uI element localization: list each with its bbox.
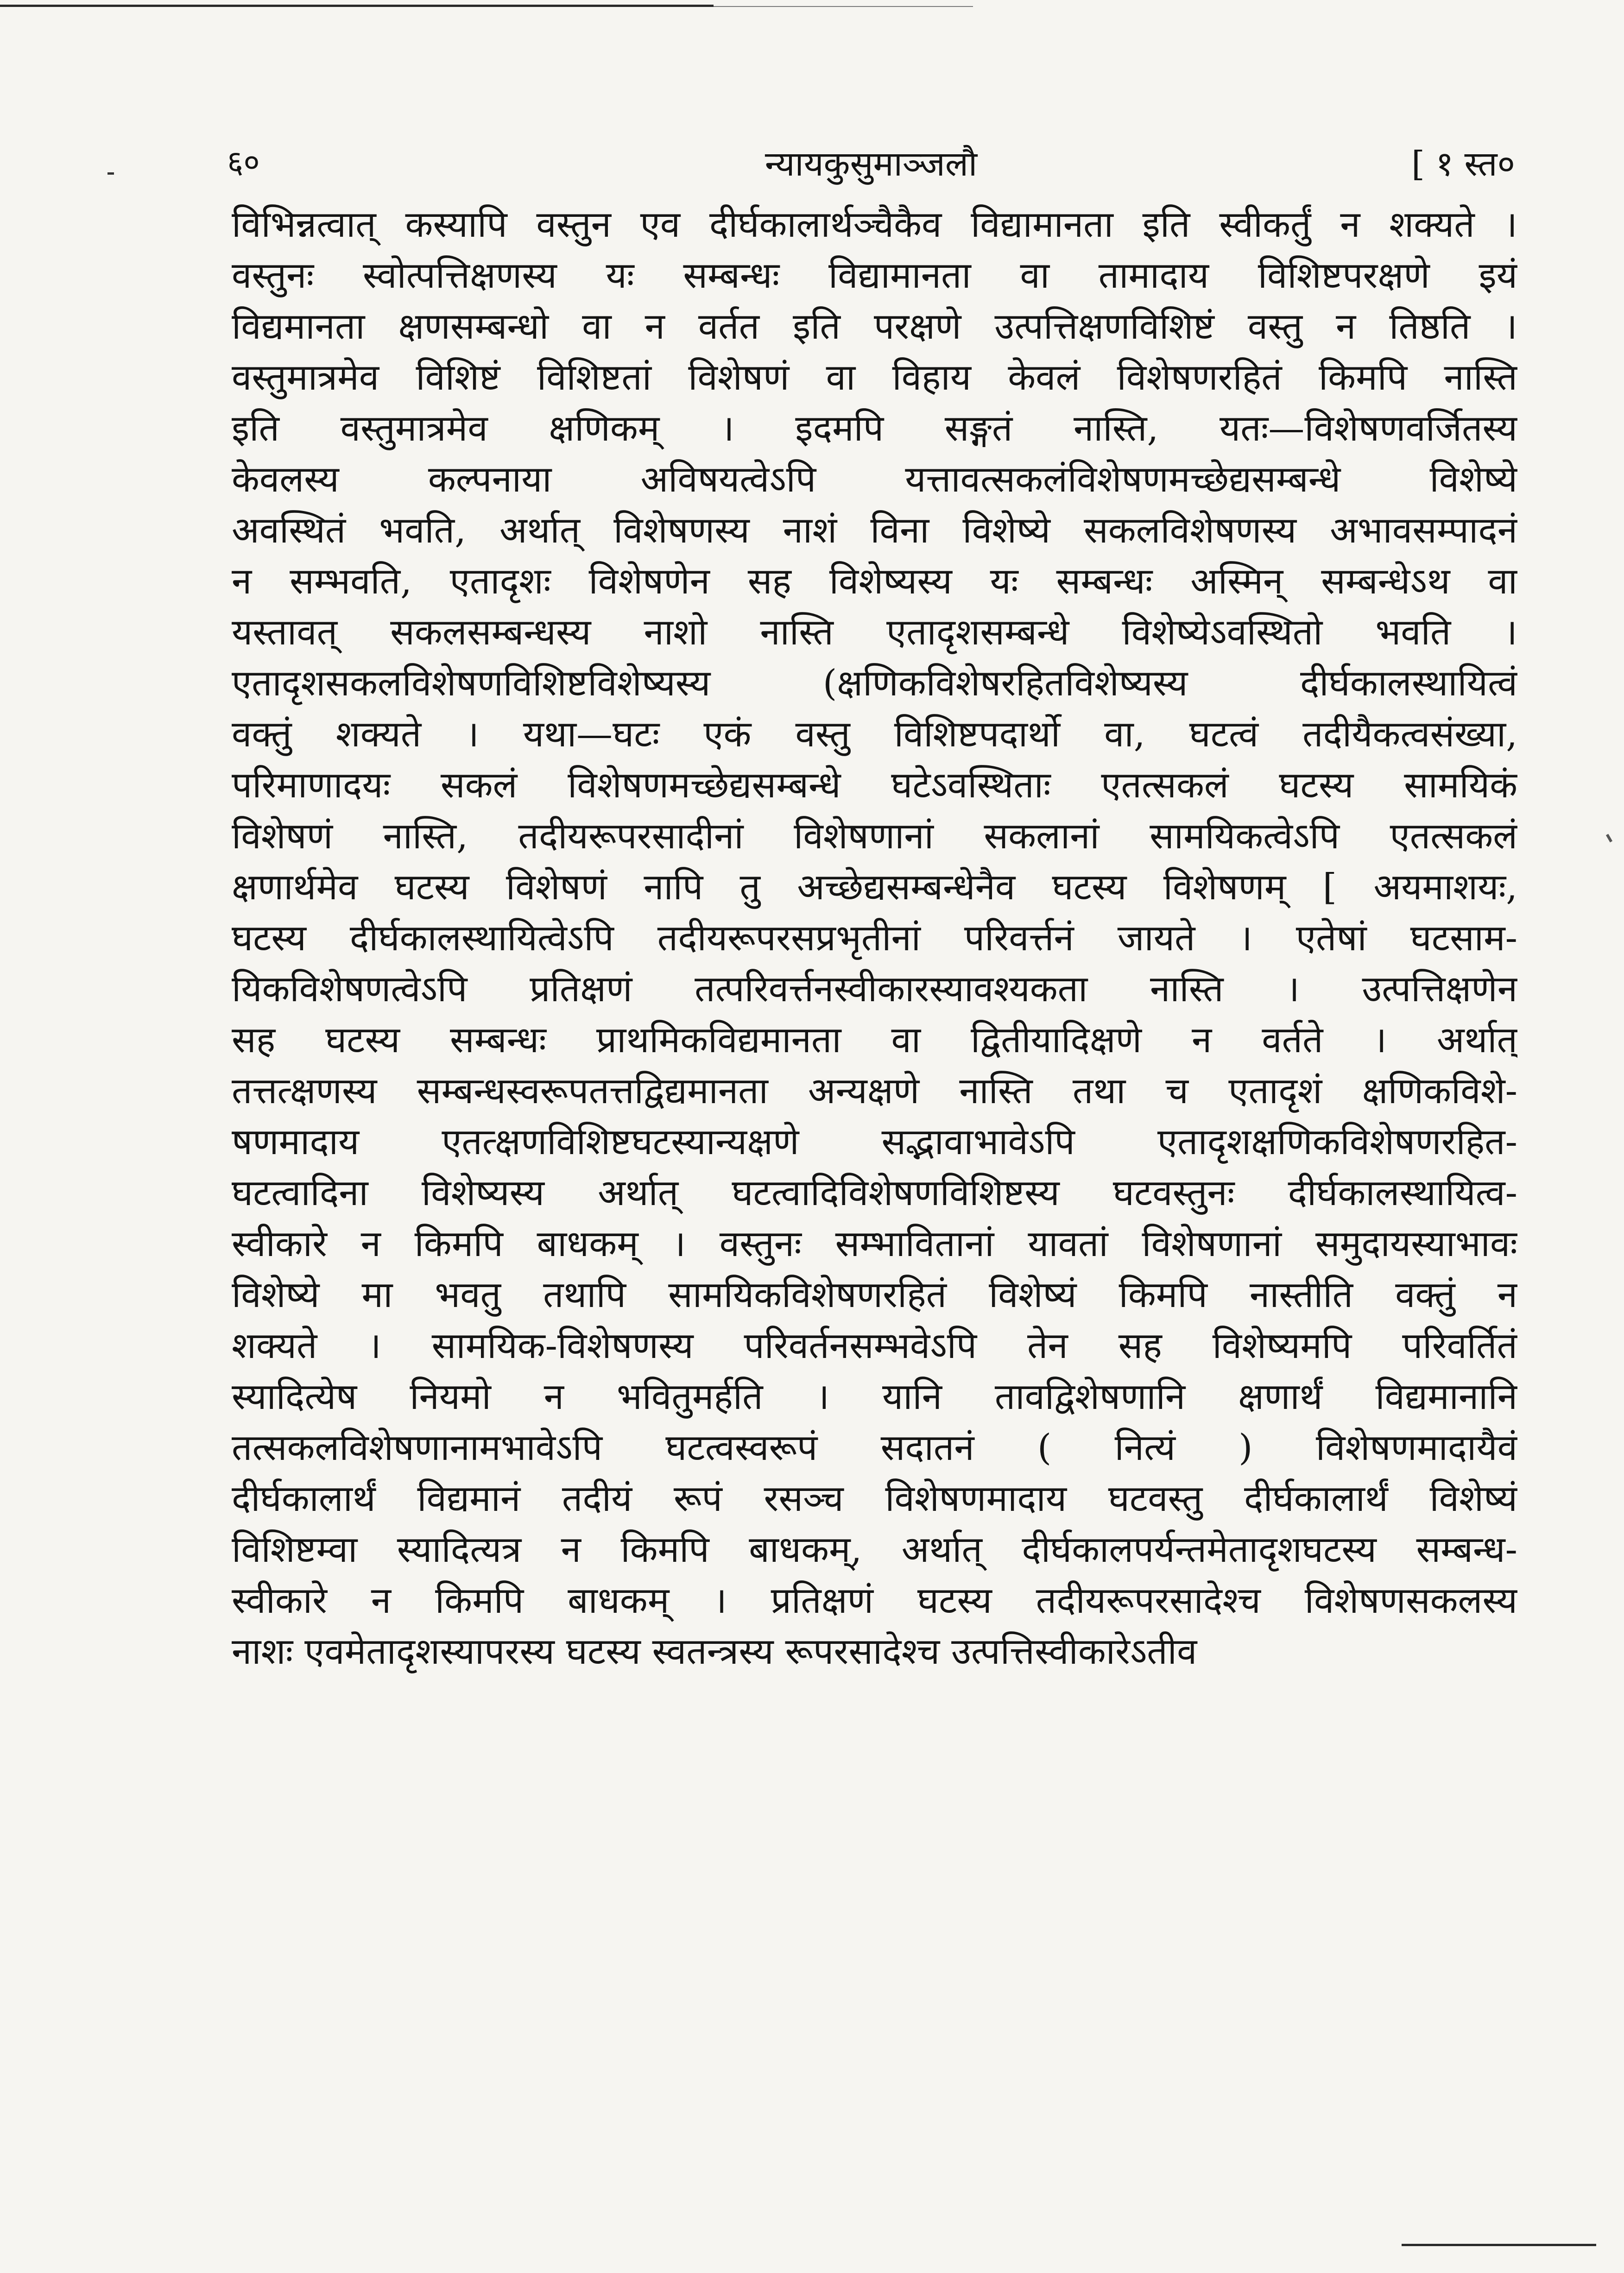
text-line: एतादृशसकलविशेषणविशिष्टविशेष्यस्य (क्षणिकविशेषरहितविशेष्यस्य दीर्घकालस्थायित्वं — [232, 663, 1517, 704]
text-line: घटत्वादिना विशेष्यस्य अर्थात् घटत्वादिविशेषणविशिष्टस्य घटवस्तुनः दीर्घकालस्थायित्व- — [232, 1172, 1517, 1214]
text-line: तत्तत्क्षणस्य सम्बन्धस्वरूपतत्तद्विद्यमानता अन्यक्षणे नास्ति तथा च एतादृशं क्षणिकविशे- — [232, 1070, 1517, 1112]
bottom-rule — [1402, 2244, 1596, 2246]
running-title: न्यायकुसुमाञ्जलौ — [765, 144, 978, 184]
text-line: इति वस्तुमात्रमेव क्षणिकम् । इदमपि सङ्गतं नास्ति, यतः—विशेषणवर्जितस्य — [232, 408, 1517, 449]
top-rule-thin — [714, 6, 973, 7]
text-line: शक्यते । सामयिक-विशेषणस्य परिवर्तनसम्भवेऽपि तेन सह विशेष्यमपि परिवर्तितं — [232, 1325, 1517, 1367]
text-line: परिमाणादयः सकलं विशेषणमच्छेद्यसम्बन्धे घटेऽवस्थिताः एतत्सकलं घटस्य सामयिकं — [232, 764, 1517, 806]
text-line: विशेष्ये मा भवतु तथापि सामयिकविशेषणरहितं विशेष्यं किमपि नास्तीति वक्तुं न — [232, 1274, 1517, 1316]
text-line: विशेषणं नास्ति, तदीयरूपरसादीनां विशेषणानां सकलानां सामयिकत्वेऽपि एतत्सकलं — [232, 815, 1517, 857]
text-line: स्यादित्येष नियमो न भवितुमर्हति । यानि तावद्विशेषणानि क्षणार्थं विद्यमानानि — [232, 1376, 1517, 1418]
text-line: स्वीकारे न किमपि बाधकम् । प्रतिक्षणं घटस्य तदीयरूपरसादेश्च विशेषणसकलस्य — [232, 1580, 1517, 1622]
text-line: क्षणार्थमेव घटस्य विशेषणं नापि तु अच्छेद्यसम्बन्धेनैव घटस्य विशेषणम् [ अयमाशयः, — [232, 866, 1517, 908]
text-line: सह घटस्य सम्बन्धः प्राथमिकविद्यमानता वा द्वितीयादिक्षणे न वर्तते । अर्थात् — [232, 1019, 1517, 1061]
margin-tick — [1606, 834, 1612, 843]
text-line: स्वीकारे न किमपि बाधकम् । वस्तुनः सम्भावितानां यावतां विशेषणानां समुदायस्याभावः — [232, 1223, 1517, 1265]
section-mark: [ १ स्त० — [1411, 144, 1515, 184]
text-line: विद्यमानता क्षणसम्बन्धो वा न वर्तत इति परक्षणे उत्पत्तिक्षणविशिष्टं वस्तु न तिष्ठति । — [232, 306, 1517, 347]
text-line: केवलस्य कल्पनाया अविषयत्वेऽपि यत्तावत्सकलंविशेषणमच्छेद्यसम्बन्धे विशेष्ये — [232, 459, 1517, 500]
text-line: वस्तुमात्रमेव विशिष्टं विशिष्टतां विशेषणं वा विहाय केवलं विशेषणरहितं किमपि नास्ति — [232, 357, 1517, 398]
text-line: न सम्भवति, एतादृशः विशेषणेन सह विशेष्यस्य यः सम्बन्धः अस्मिन् सम्बन्धेऽथ वा — [232, 561, 1517, 602]
text-line: अवस्थितं भवति, अर्थात् विशेषणस्य नाशं विना विशेष्ये सकलविशेषणस्य अभावसम्पादनं — [232, 510, 1517, 551]
top-rule — [0, 5, 714, 7]
text-line: यिकविशेषणत्वेऽपि प्रतिक्षणं तत्परिवर्त्तनस्वीकारस्यावश्यकता नास्ति । उत्पत्तिक्षणेन — [232, 968, 1517, 1010]
text-line: वस्तुनः स्वोत्पत्तिक्षणस्य यः सम्बन्धः विद्यामानता वा तामादाय विशिष्टपरक्षणे इयं — [232, 255, 1517, 297]
text-line: विशिष्टम्वा स्यादित्यत्र न किमपि बाधकम्, अर्थात् दीर्घकालपर्यन्तमेतादृशघटस्य सम्बन्ध- — [232, 1529, 1517, 1571]
text-line: यस्तावत् सकलसम्बन्धस्य नाशो नास्ति एतादृशसम्बन्धे विशेष्येऽवस्थितो भवति । — [232, 612, 1517, 653]
text-line: विभिन्नत्वात् कस्यापि वस्तुन एव दीर्घकालार्थञ्चैकैव विद्यामानता इति स्वीकर्तुं न शक्यते । — [232, 204, 1517, 246]
text-line: नाशः एवमेतादृशस्यापरस्य घटस्य स्वतन्त्रस्य रूपरसादेश्च उत्पत्तिस्वीकारेऽतीव — [232, 1631, 1197, 1673]
margin-mark — [107, 172, 114, 175]
text-line: दीर्घकालार्थं विद्यमानं तदीयं रूपं रसञ्च विशेषणमादाय घटवस्तु दीर्घकालार्थं विशेष्यं — [232, 1478, 1517, 1520]
text-line: षणमादाय एतत्क्षणविशिष्टघटस्यान्यक्षणे सद्भावाभावेऽपि एतादृशक्षणिकविशेषणरहित- — [232, 1121, 1517, 1163]
body-text — [232, 199, 1517, 1677]
text-line: घटस्य दीर्घकालस्थायित्वेऽपि तदीयरूपरसप्रभृतीनां परिवर्त्तनं जायते । एतेषां घटसाम- — [232, 917, 1517, 959]
text-line: तत्सकलविशेषणानामभावेऽपि घटत्वस्वरूपं सदातनं ( नित्यं ) विशेषणमादायैवं — [232, 1427, 1517, 1469]
text-line: वक्तुं शक्यते । यथा—घटः एकं वस्तु विशिष्टपदार्थो वा, घटत्वं तदीयैकत्वसंख्या, — [232, 713, 1517, 755]
page-number: ६० — [227, 144, 260, 181]
page-header — [227, 139, 1515, 195]
